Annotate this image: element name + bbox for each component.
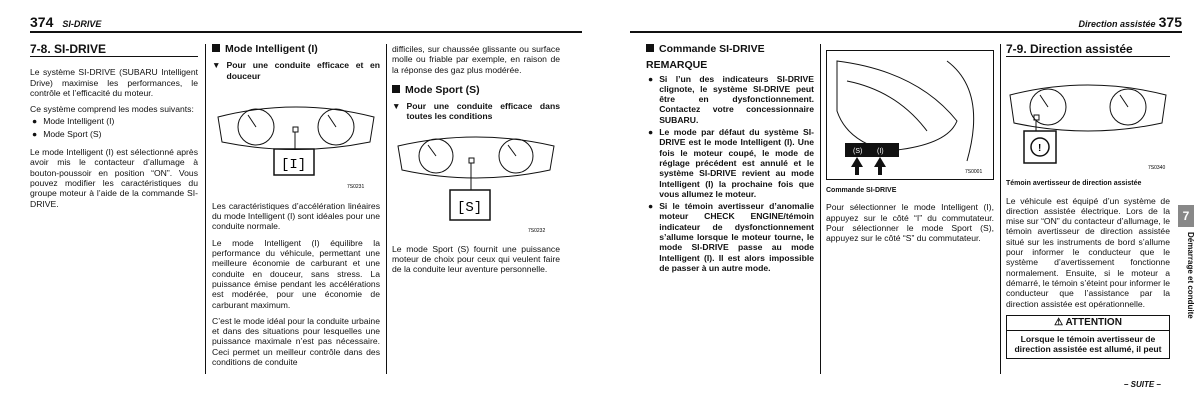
remarque-item: ● Si l’un des indicateurs SI-DRIVE clignote, le système SI-DRIVE peut être en dysfonctionnement. Contactez votre concessionnaire SUBARU.: [648, 73, 814, 125]
power-steering-p1: Le véhicule est équipé d’un système de direction assistée électrique. Lors de la mise sur “ON” du contacteur d’allumage, le témoin avertisseur de direction assistée situé sur les instruments de bord s’allume pour informer le conducteur que le système d’avertissement fonctionne normalement. Ensuite, si le moteur a démarré, le témoin s’éteint pour informer le conducteur que l’assistance par la direction assistée est opérationnelle.: [1006, 195, 1170, 309]
commande-figure: [826, 50, 994, 180]
column-3: [1006, 44, 1170, 359]
default-mode-text: Le mode Intelligent (I) est sélectionné après avoir mis le contacteur d’allumage à bouton-poussoir en position “ON”. Vous pouvez modifier les caractéristiques du groupe moteur à l’aide de la commande SI-DRIVE.: [30, 147, 198, 209]
column-2: [826, 44, 994, 249]
switch-i-label: (I): [877, 148, 884, 155]
figure-code: 7S0001: [965, 169, 983, 175]
intro-text: Le système SI-DRIVE (SUBARU Intelligent Drive) maximise les performances, le contrôle et l’efficacité du moteur.: [30, 67, 198, 98]
chapter-tab: 7: [1178, 205, 1194, 227]
figure-code: 7S0340: [1148, 165, 1166, 172]
page-number: 374: [30, 14, 54, 30]
continuation-text: difficiles, sur chaussée glissante ou surface molle ou friable par exemple, en raison de la réponse des gaz plus modérée.: [392, 44, 560, 75]
sport-mode-figure: [392, 128, 560, 238]
left-page-header: [30, 14, 101, 30]
commande-p1: Pour sélectionner le mode Intelligent (I), appuyez sur le côté “I” du commutateur. Pour sélectionner le mode Sport (S), appuyez sur le côté “S” du commutateur.: [826, 202, 994, 244]
intelligent-p1: Les caractéristiques d’accélération linéaires du mode Intelligent (I) sont idéales pour une conduite normale.: [212, 200, 380, 232]
right-page: [610, 0, 1200, 402]
remarque-title: REMARQUE: [646, 59, 708, 72]
instrument-cluster-illustration: [1006, 67, 1170, 173]
indicator-s-label: [S]: [457, 199, 483, 216]
mode-bullet: ● Mode Sport (S): [32, 128, 102, 139]
running-title: SI-DRIVE: [62, 19, 102, 29]
running-title: Direction assistée: [1078, 19, 1156, 29]
figure-caption: Commande SI-DRIVE: [826, 187, 897, 194]
warning-triangle-icon: ⚠: [1054, 316, 1064, 328]
column-3: [392, 44, 560, 281]
header-rule: [30, 31, 582, 33]
figure-code: 7S0231: [347, 183, 365, 190]
instrument-cluster-illustration: [212, 87, 380, 195]
suite-label: – SUITE –: [1124, 380, 1161, 389]
power-steering-figure: [1006, 67, 1170, 173]
svg-text:!: !: [1038, 143, 1042, 155]
instrument-cluster-illustration: [392, 128, 560, 238]
remarque-item: ● Si le témoin avertisseur d’anomalie moteur CHECK ENGINE/témoin indicateur de dysfonctionnement s’allume lorsque le moteur tourne, le mode SI-DRIVE passe au mode Intelligent (I). Il est alors impossible de passer à un autre mode.: [648, 201, 814, 273]
indicator-i-label: [I]: [281, 156, 307, 173]
column-divider: [820, 44, 821, 374]
sport-p1: Le mode Sport (S) fournit une puissance moteur de choix pour ceux qui veulent faire de la conduite leur aventure personnelle.: [392, 243, 560, 275]
mode-bullet: ● Mode Intelligent (I): [32, 116, 115, 127]
sport-mode-heading: Mode Sport (S): [392, 85, 560, 95]
header-rule: [630, 31, 1182, 33]
intelligent-mode-subheading: ▼ Pour une conduite efficace et en douceur: [212, 60, 380, 81]
sport-mode-subheading: ▼ Pour une conduite efficace dans toutes les conditions: [392, 101, 560, 122]
intelligent-p2: Le mode Intelligent (I) équilibre la performance du véhicule, permettant une meilleure économie de carburant et une conduite en douceur, sans stress. La puissance émise pendant les accélérations est modérée, pour une économie de carburant maximum.: [212, 237, 380, 310]
figure-code: 7S0232: [528, 227, 546, 234]
remarque-item: ● Le mode par défaut du système SI-DRIVE est le mode Intelligent (I). Une fois le moteur coupé, le mode de réglage précédent est annulé et le système SI-DRIVE revient au mode Intelligent (I) la prochaine fois que vous allumez le moteur.: [648, 127, 814, 199]
intelligent-mode-heading: Mode Intelligent (I): [212, 44, 380, 54]
column-1: [646, 44, 814, 275]
column-2: [212, 44, 380, 373]
intelligent-p3: C’est le mode idéal pour la conduite urbaine et dans des situations pour lesquelles une puissance maximale n’est pas nécessaire. Ceci permet un meilleur contrôle dans des conditions de conduite: [212, 315, 380, 368]
switch-s-label: (S): [853, 148, 863, 155]
page-number: 375: [1158, 14, 1182, 30]
steering-wheel-switch-illustration: [827, 51, 993, 179]
section-title: 7-8. SI-DRIVE: [30, 44, 198, 57]
left-page: [0, 0, 590, 402]
right-page-header: [1073, 14, 1182, 30]
column-divider: [1000, 44, 1001, 374]
attention-text: Lorsque le témoin avertisseur de direction assistée est allumé, il peut: [1014, 334, 1162, 355]
column-1: [30, 44, 198, 215]
figure-caption: Témoin avertisseur de direction assistée: [1006, 180, 1142, 188]
column-divider: [386, 44, 387, 374]
modes-intro: Ce système comprend les modes suivants:: [30, 104, 194, 115]
section-title: 7-9. Direction assistée: [1006, 44, 1170, 57]
attention-header: ⚠ ATTENTION: [1007, 316, 1169, 331]
intelligent-mode-figure: [212, 87, 380, 195]
commande-heading: Commande SI-DRIVE: [646, 44, 814, 54]
chapter-side-text: Démarrage et conduite: [1186, 232, 1195, 319]
attention-box: [1006, 315, 1170, 359]
column-divider: [205, 44, 206, 374]
